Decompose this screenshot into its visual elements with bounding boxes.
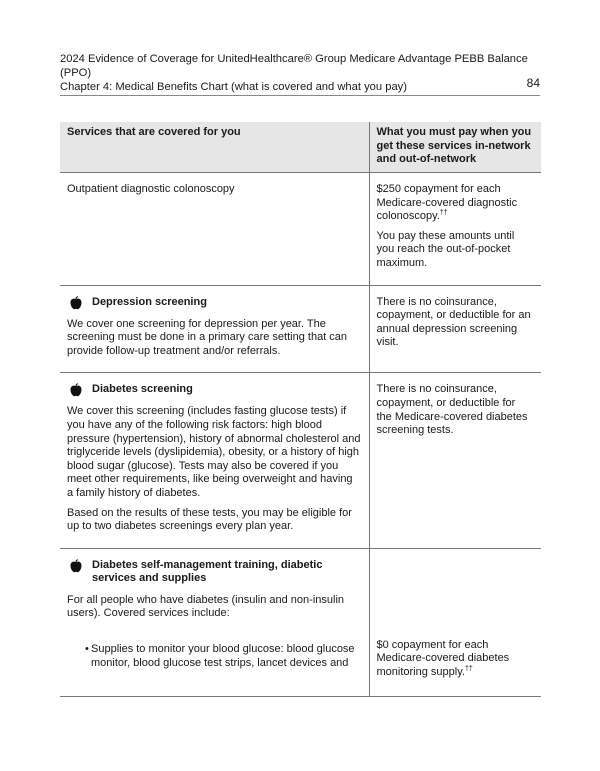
table-header-row — [60, 122, 541, 173]
service-title: Diabetes screening — [92, 383, 193, 396]
service-text: For all people who have diabetes (insulin and non-insulin users). Covered services include: — [67, 593, 345, 620]
document-title-line2: (PPO) — [60, 67, 92, 79]
service-title: Diabetes self-management training, diabetic services and supplies — [92, 558, 323, 585]
service-cell — [60, 373, 369, 548]
apple-icon — [69, 559, 83, 573]
chapter-title: Chapter 4: Medical Benefits Chart (what is covered and what you pay) — [60, 81, 407, 93]
medical-benefits-table — [60, 122, 541, 697]
payment-text: There is no coinsurance, copayment, or deductible for an annual depression screening visit. — [376, 295, 531, 349]
list-item-text: Supplies to monitor your blood glucose: blood glucose monitor, blood glucose test strips, lancet devices and — [91, 643, 355, 669]
service-cell — [60, 173, 369, 286]
col-header-payment: What you must pay when you get these services in-network and out-of-network — [369, 122, 541, 173]
service-title: Depression screening — [92, 295, 207, 308]
apple-icon — [69, 296, 83, 310]
document-title: 2024 Evidence of Coverage for UnitedHealthcare® Group Medicare Advantage PEBB Balance — [60, 53, 528, 65]
payment-text: $250 copayment for each Medicare-covered diagnostic colonoscopy. — [376, 183, 518, 223]
payment-cell — [369, 285, 541, 373]
payment-cell — [369, 548, 541, 697]
table-row — [60, 173, 541, 286]
payment-cell — [369, 373, 541, 548]
payment-cell — [369, 173, 541, 286]
page-number: 84 — [526, 76, 540, 90]
table-row — [60, 548, 541, 697]
apple-icon — [69, 383, 83, 397]
document-header — [60, 52, 540, 94]
header-divider — [60, 95, 540, 96]
service-text: Outpatient diagnostic colonoscopy — [67, 183, 235, 195]
service-text: We cover this screening (includes fasting glucose tests) if you have any of the following risk factors: high blood pressure (hypertension), history of abnormal cholesterol and triglyceride levels (dyslipidemia), obesity, or a history of high blood sugar (glucose). Tests may also be covered if you meet other requirements, like being overweight and having a family history of diabetes. — [67, 405, 361, 499]
service-cell — [60, 548, 369, 697]
list-item: • Supplies to monitor your blood glucose: blood glucose monitor, blood glucose test strips, lancet devices and — [67, 643, 361, 670]
service-text: We cover one screening for depression per year. The screening must be done in a primary care setting that can provide follow-up treatment and/or referrals. — [67, 317, 348, 357]
payment-text: $0 copayment for each Medicare-covered diabetes monitoring supply. — [376, 638, 510, 678]
table-row — [60, 373, 541, 548]
service-text-2: Based on the results of these tests, you may be eligible for up to two diabetes screenings every plan year. — [67, 506, 352, 533]
footnote-mark: †† — [464, 665, 473, 673]
payment-text: There is no coinsurance, copayment, or deductible for the Medicare-covered diabetes screening tests. — [376, 383, 528, 437]
payment-note: You pay these amounts until you reach the out-of-pocket maximum. — [376, 229, 515, 269]
service-cell — [60, 285, 369, 373]
table-row — [60, 285, 541, 373]
col-header-services: Services that are covered for you — [60, 122, 369, 173]
footnote-mark: †† — [439, 209, 448, 217]
